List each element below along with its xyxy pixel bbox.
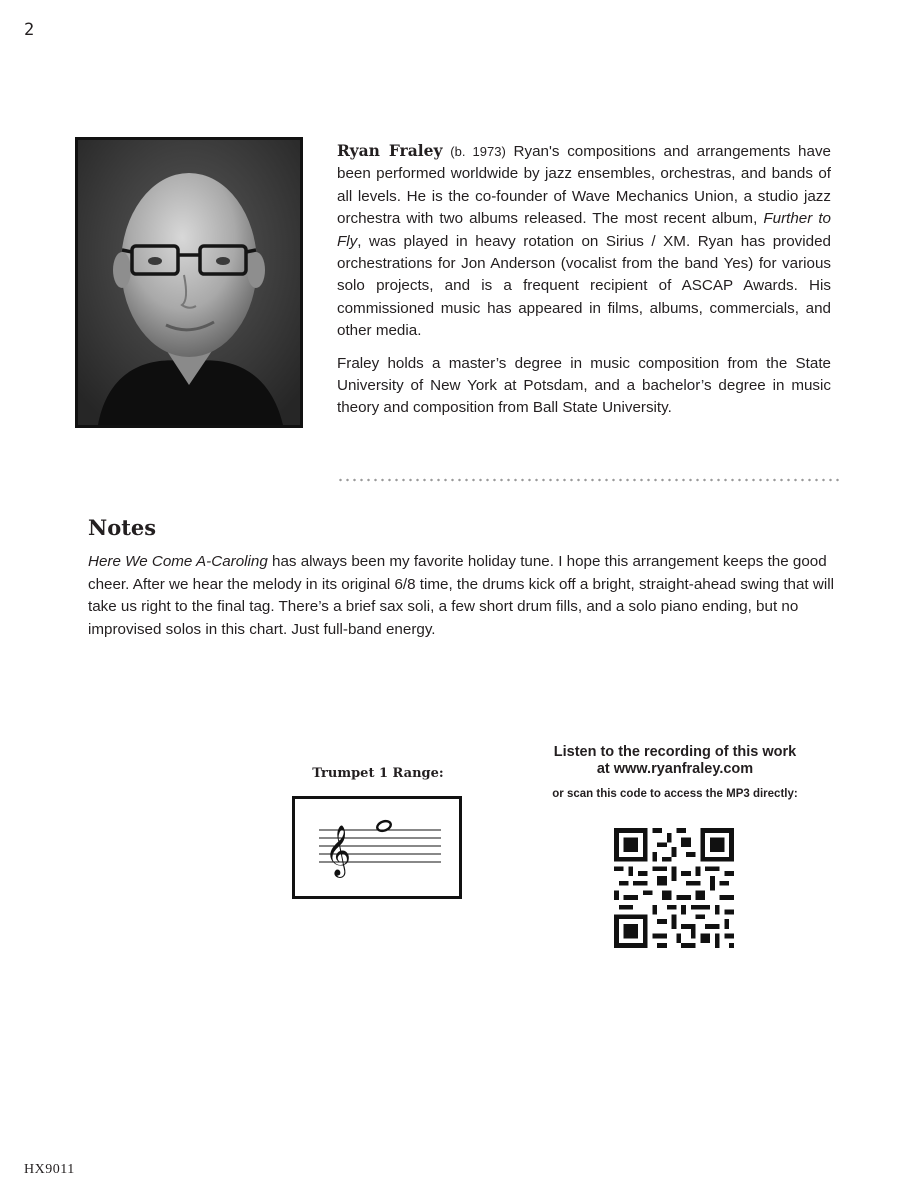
bio-paragraph-2: Fraley holds a master’s degree in music composition from the State University of New York at Potsdam, and a bachelor’s degree in music theory and composition from Ball State University. [337,354,831,417]
album-title: Further to Fly [337,210,831,250]
qr-code-icon[interactable] [614,828,734,948]
listen-line-1: Listen to the recording of this work [553,744,797,760]
footer-catalog-code: HX9011 [24,1162,75,1177]
notes-heading: Notes [88,515,157,540]
page-number: 2 [24,20,35,40]
treble-clef-icon: 𝄞 [325,825,352,876]
listen-website[interactable]: at www.ryanfraley.com [596,761,754,777]
bio-paragraph-1 [337,140,831,343]
song-title: Here We Come A-Caroling [88,553,268,570]
author-bio [337,140,831,430]
scan-instruction: or scan this code to access the MP3 directly: [552,788,798,800]
range-staff-box [292,796,462,899]
bio-text-1: Ryan's compositions and arrangements have been performed worldwide by jazz ensembles, orchestras, and bands of all levels. He is the co-founder of Wave Mechanics Union, a studio jazz orchestra with two albums released. The most recent album, [337,143,831,228]
range-label: Trumpet 1 Range: [312,766,444,781]
listen-block [520,744,830,800]
music-staff [295,799,459,896]
bio-text-2: , was played in heavy rotation on Sirius / XM. Ryan has provided orchestrations for Jon Anderson (vocalist from the band Yes) for various solo projects, and is a frequent recipient of ASCAP Awards. His commissioned music has appeared in films, albums, commercials, and other media. [337,232,831,340]
notes-paragraph [88,551,838,641]
author-dates: (b. 1973) [450,144,506,159]
whole-note-icon [376,819,392,832]
author-photo [75,137,303,428]
notes-text: has always been my favorite holiday tune. I hope this arrangement keeps the good cheer. After we hear the melody in its original 6/8 time, the drums kick off a bright, straight-ahead swing that will take us right to the final tag. There’s a brief sax soli, a few short drum fills, and a solo piano ending, but no improvised solos in this chart. Just full-band energy. [88,553,834,638]
author-name: Ryan Fraley [337,141,443,160]
dotted-divider [337,478,840,482]
